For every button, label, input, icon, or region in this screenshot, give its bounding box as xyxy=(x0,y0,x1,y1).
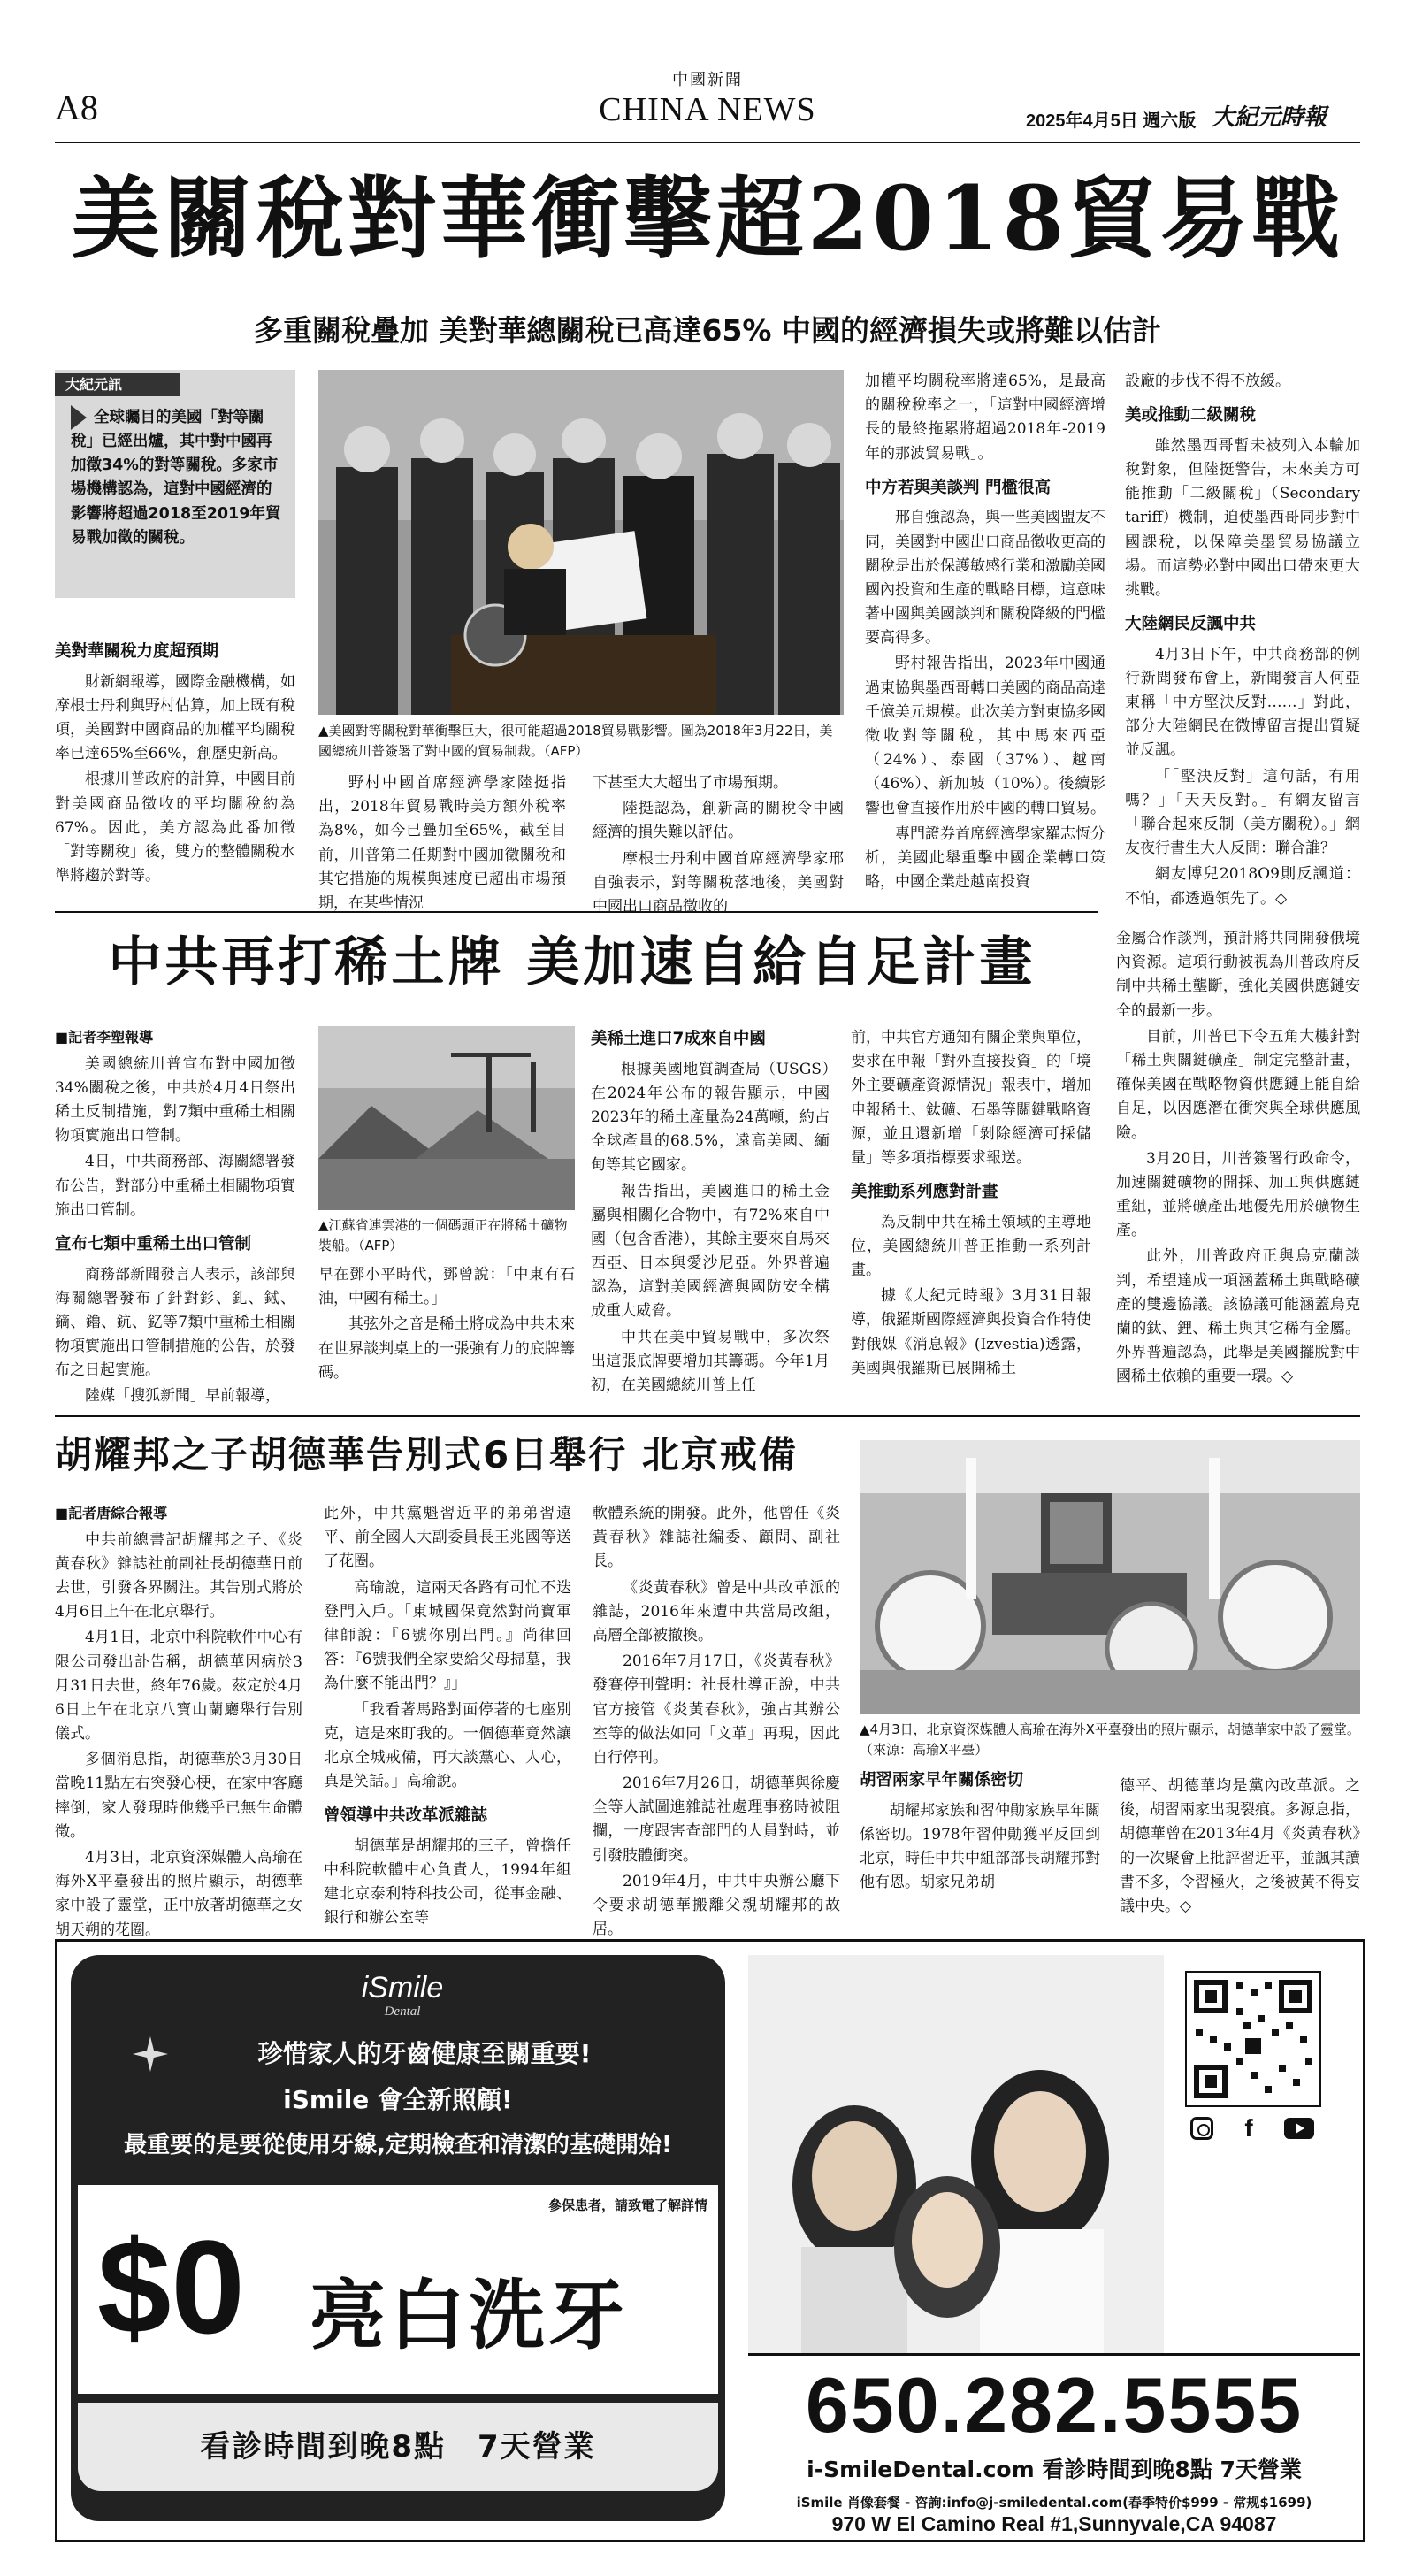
story1-column-4 xyxy=(865,370,1105,896)
facebook-icon[interactable]: f xyxy=(1244,2114,1253,2142)
paragraph: 陸挺認為，創新高的關稅令中國經濟的損失難以評估。 xyxy=(593,800,844,842)
paragraph: 此外，中共黨魁習近平的弟弟習遠平、前全國人大副委員長王兆國等送了花圈。 xyxy=(324,1505,571,1571)
story1-column-5 xyxy=(1125,370,1360,913)
issue-date: 2025年4月5日 週六版 xyxy=(1026,111,1197,131)
story3-col4-subhead: 胡習兩家早年關係密切 xyxy=(860,1771,1024,1790)
story1-column-1 xyxy=(55,630,295,890)
ad-hours-left: 看診時間到晚8點 7天營業 xyxy=(78,2403,718,2491)
offer-price: $0 xyxy=(97,2212,245,2361)
insurance-note: 參保患者，請致電了解詳情 xyxy=(547,2197,708,2213)
story2-col3-subhead: 美稀土進口7成來自中國 xyxy=(591,1030,766,1048)
trump-signing-photo xyxy=(318,370,844,715)
story1-headline: 美關稅對華衝擊超2018貿易戰 xyxy=(71,166,1344,271)
paragraph: 4月1日，北京中科院軟件中心有限公司發出訃告稱，胡德華因病於3月31日去世，終年76歲。茲定於4月6日上午在北京八寶山蘭廳舉行告別儀式。 xyxy=(55,1629,302,1744)
social-icons xyxy=(1190,2116,1314,2141)
ismile-logo: iSmile xyxy=(361,1971,444,2005)
instagram-icon[interactable] xyxy=(1190,2117,1213,2140)
paragraph: 野村中國首席經濟學家陸挺指出，2018年貿易戰時美方額外稅率為8%，如今已疊加至65%，截至目前，川普第二任期對中國加徵關稅和其它措施的規模與速度已超出市場預期，在某些情況 xyxy=(318,774,566,912)
story2-headline: 中共再打稀土牌 美加速自給自足計畫 xyxy=(108,932,1036,993)
story2-column-5 xyxy=(1116,927,1360,1392)
paragraph: 為反制中共在稀土領域的主導地位，美國總統川普正推動一系列計畫。 xyxy=(851,1213,1091,1280)
paragraph: 4月3日下午，中共商務部的例行新聞發布會上，新聞發言人何亞東稱「中方堅決反對……」對此，部分大陸網民在微博留言提出質疑並反諷。 xyxy=(1125,645,1360,760)
ad-line-3: 最重要的是要從使用牙線,定期檢查和清潔的基礎開始! xyxy=(124,2132,672,2158)
paragraph: 2016年7月26日，胡德華與徐慶全等人試圖進雜誌社處理事務時被阻攔，一度跟害查部門的人員對峙，並引發肢體衝突。 xyxy=(593,1775,840,1865)
story2-photo-caption: ▲江蘇省連雲港的一個碼頭正在將稀土礦物裝船。（AFP） xyxy=(318,1217,568,1254)
paragraph: 目前，川普已下令五角大樓針對「稀土與關鍵礦產」制定完整計畫，確保美國在戰略物資供應鏈上能自給自足，以因應潛在衝突與全球供應風險。 xyxy=(1116,1027,1360,1142)
paragraph: 報告指出，美國進口的稀土金屬與相關化合物中，有72%來自中國（包含香港），其餘主要來自馬來西亞、日本與愛沙尼亞。外界普遍認為，這對美國經濟與國防安全構成重大威脅。 xyxy=(591,1182,830,1321)
paragraph: 此外，川普政府正與烏克蘭談判，希望達成一項涵蓋稀土與戰略礦產的雙邊協議。該協議可能涵蓋烏克蘭的鈦、鋰、稀土與其它稀有金屬。外界普遍認為，此舉是美國擺脫對中國稀土依賴的重要一環。◇ xyxy=(1116,1247,1360,1386)
page-number: A8 xyxy=(55,88,98,127)
section-divider xyxy=(55,911,1098,913)
chevron-right-icon xyxy=(71,405,87,430)
paragraph: 邢自強認為，與一些美國盟友不同，美國對中國出口商品徵收更高的關稅是出於保護敏感行業和激勵美國國內投資和生產的戰略目標，這意味著中國與美國談判和關稅降級的門檻要高得多。 xyxy=(865,509,1105,648)
website-line[interactable]: i-SmileDental.com 看診時間到晚8點 7天營業 xyxy=(807,2457,1302,2482)
rare-earth-port-illustration xyxy=(318,1026,575,1210)
summary-body: 全球矚目的美國「對等關稅」已經出爐，其中對中國再加徵34%的對等關稅。多家市場機構認為，這對中國經濟的影響將超過2018至2019年貿易戰加徵的關稅。 xyxy=(71,409,281,547)
story2-column-1 xyxy=(55,1026,295,1411)
story3-column-1 xyxy=(55,1502,302,1944)
paragraph: 中共前總書記胡耀邦之子、《炎黃春秋》雜誌社前副社長胡德華日前去世，引發各界關注。其告別式將於4月6日上午在北京舉行。 xyxy=(55,1530,302,1622)
paragraph: 4月3日，北京資深媒體人高瑜在海外X平臺發出的照片顯示，胡德華家中設了靈堂，正中放著胡德華之女胡天朔的花圈。 xyxy=(55,1849,302,1939)
paragraph: 加權平均關稅率將達65%，是最高的關稅稅率之一，「這對中國經濟增長的最終拖累將超過2018年-2019年的那波貿易戰」。 xyxy=(865,372,1105,463)
paragraph: 前，中共官方通知有關企業與單位，要求在申報「對外直接投資」的「境外主要礦產資源情況」報表中，增加申報稀土、鈦礦、石墨等關鍵戰略資源，並且還新增「剝除經濟可採儲量」等多項指標要求報送。 xyxy=(851,1029,1091,1167)
story3-column-2 xyxy=(324,1502,571,1933)
ad-line-1: 珍惜家人的牙齒健康至關重要! xyxy=(257,2039,592,2068)
paragraph: 網友博兒2018O9則反諷道：不怕，都透過領先了。◇ xyxy=(1125,865,1360,908)
smiling-women-illustration xyxy=(748,1955,1164,2353)
section-divider xyxy=(55,1415,1360,1417)
qr-code-icon xyxy=(1187,1973,1319,2105)
paragraph: 下甚至大大超出了市場預期。 xyxy=(593,774,788,792)
phone-number[interactable]: 650.282.5555 xyxy=(805,2361,1304,2449)
paragraph: 設廠的步伐不得不放緩。 xyxy=(1125,372,1290,390)
trump-signing-illustration xyxy=(318,370,844,715)
story2-col4-subhead: 美推動系列應對計畫 xyxy=(851,1183,998,1202)
paragraph: 陸媒「搜狐新聞」早前報導， xyxy=(85,1387,280,1406)
section-logo xyxy=(575,67,840,129)
section-name-en: CHINA NEWS xyxy=(599,91,816,128)
story2-column-2 xyxy=(318,1263,575,1387)
rare-earth-port-photo xyxy=(318,1026,575,1210)
section-name-zh: 中國新聞 xyxy=(672,71,743,89)
paragraph: 多個消息指，胡德華於3月30日當晚11點左右突發心梗，在家中客廳摔倒，家人發現時他幾乎已無生命體徵。 xyxy=(55,1751,302,1841)
qr-code[interactable] xyxy=(1185,1971,1321,2107)
paragraph: 美國總統川普宣布對中國加徵34%關稅之後，中共於4月4日祭出稀土反制措施，對7類中重稀土相關物項實施出口管制。 xyxy=(55,1054,295,1146)
story3-byline: ■記者唐綜合報導 xyxy=(55,1505,168,1522)
paragraph: 德平、胡德華均是黨內改革派。之後，胡習兩家出現裂痕。多源息指，胡德華曾在2013年4月《炎黃春秋》的一次聚會上批評習近平，並諷其讀書不多，令習極火，之後被黃不得妄議中央。◇ xyxy=(1120,1777,1360,1915)
story3-column-4 xyxy=(860,1767,1100,1897)
story1-column-3 xyxy=(593,771,844,921)
paragraph: 根據美國地質調查局（USGS）在2024年公布的報告顯示，中國2023年的稀土產量為24萬噸，約占全球產量的68.5%，遠高美國、緬甸等其它國家。 xyxy=(591,1060,830,1175)
story1-subhead: 多重關稅疊加 美對華總關稅已高達65% 中國的經濟損失或將難以估計 xyxy=(254,313,1161,348)
story2-byline: ■記者李塑報導 xyxy=(55,1029,154,1046)
story2-col1-subhead: 宣布七類中重稀土出口管制 xyxy=(55,1234,252,1254)
ad-line-2: iSmile 會全新照顧! xyxy=(283,2085,513,2114)
paragraph: 3月20日，川普簽署行政命令，加速關鍵礦物的開採、加工與供應鏈重組，並將礦產出地優先用於礦物生產。 xyxy=(1116,1149,1360,1240)
paragraph: 「「堅決反對」這句話，有用嗎？」「天天反對。」有網友留言「聯合起來反制（美方關稅）。」網友夜行書生大人反問：聯合誰？ xyxy=(1125,767,1360,858)
story2-column-4 xyxy=(851,1026,1091,1383)
paragraph: 「我看著馬路對面停著的七座別克，這是來盯我的。一個德華竟然讓北京全城戒備，再大談黨心、人心，真是笑話。」高瑜說。 xyxy=(324,1700,571,1791)
summary-tag: 大紀元訊 xyxy=(55,373,180,396)
paragraph: 其弦外之音是稀土將成為中共未來在世界談判桌上的一張強有力的底牌籌碼。 xyxy=(318,1315,575,1382)
story1-column-2 xyxy=(318,771,566,917)
paragraph: 財新網報導，國際金融機構，如摩根士丹利與野村估算，加上既有稅項，美國對中國商品的加權平均關稅率已達65%至66%，創歷史新高。 xyxy=(55,672,295,763)
memorial-hall-illustration xyxy=(860,1440,1360,1714)
clinic-address: 970 W El Camino Real #1,Sunnyvale,CA 94087 xyxy=(831,2512,1277,2535)
ad-right-rule xyxy=(748,2353,1360,2356)
paragraph: 商務部新聞發言人表示，該部與海關總署發布了針對釤、釓、鋱、鏑、鑥、鈧、釔等7類中重稀土相關物項實施出口管制措施的公告，於發布之日起實施。 xyxy=(55,1265,295,1380)
paragraph: 4日，中共商務部、海關總署發布公告，對部分中重稀土相關物項實施出口管制。 xyxy=(55,1153,295,1219)
story3-col2-subhead: 曾領導中共改革派雜誌 xyxy=(324,1806,488,1826)
story1-col1-subhead: 美對華關稅力度超預期 xyxy=(55,642,219,661)
paragraph: 高瑜說，這兩天各路有司忙不迭登門入戶。「東城國保竟然對尚寶軍律師說：『6號你別出門。』尚律回答：『6號我們全家要給父母掃墓，我為什麼不能出門？』」 xyxy=(324,1578,571,1693)
story1-col5-subhead-1: 美或推動二級關稅 xyxy=(1125,406,1257,426)
story3-headline: 胡耀邦之子胡德華告別式6日舉行 北京戒備 xyxy=(55,1433,798,1476)
paragraph: 軟體系統的開發。此外，他曾任《炎黃春秋》雜誌社編委、顧問、副社長。 xyxy=(593,1505,840,1571)
paragraph: 根據川普政府的計算，中國目前對美國商品徵收的平均關稅約為67%。因此，美方認為此番加徵「對等關稅」後，雙方的整體關稅水準將趨於對等。 xyxy=(55,770,295,886)
paragraph: 雖然墨西哥暫未被列入本輪加稅對象，但陸挺警告，未來美方可能推動「二級關稅」（Secondary tariff）機制，迫使墨西哥同步對中國課稅，以保障美墨貿易協議立場。而這勢必對中國出口帶來更大挑戰。 xyxy=(1125,436,1360,599)
story1-col4-subhead: 中方若與美談判 門檻很高 xyxy=(865,478,1051,497)
offer-name: 亮白洗牙 xyxy=(310,2272,628,2360)
promo-line: iSmile 肖像套餐 - 咨詢:info@j-smiledental.com(春季特价$999 - 常规$1699) xyxy=(796,2495,1312,2511)
story1-photo-caption: ▲美國對等關稅對華衝擊巨大，很可能超過2018貿易戰影響。圖為2018年3月22日，美國總統川普簽署了對中國的貿易制裁。（AFP） xyxy=(318,723,833,759)
paragraph: 2016年7月17日，《炎黃春秋》發賽停刊聲明：社長杜導正說，中共官方接管《炎黃春秋》，強占其辦公室等的做法如同「文革」再現，因此自行停刊。 xyxy=(593,1652,840,1767)
paragraph: 野村報告指出，2023年中國通過東協與墨西哥轉口美國的商品高達千億美元規模。此次美方對東協多國徵收對等關稅，其中馬來西亞（24%）、泰國（37%）、越南（46%）、新加坡（10%）。後續影響也會直接作用於中國的轉口貿易。 xyxy=(865,655,1105,817)
paragraph: 金屬合作談判，預計將共同開發俄境內資源。這項行動被視為川普政府反制中共稀土壟斷，強化美國供應鏈安全的最新一步。 xyxy=(1116,930,1360,1020)
memorial-hall-photo xyxy=(860,1440,1360,1714)
story3-column-3 xyxy=(593,1502,840,1944)
paragraph: 專門證券首席經濟學家羅志恆分析，美國此舉重擊中國企業轉口策略，中國企業赴越南投資 xyxy=(865,824,1105,892)
paragraph: 《炎黃春秋》曾是中共改革派的雜誌，2016年來遭中共當局改組，高層全部被撤換。 xyxy=(593,1578,840,1644)
paragraph: 據《大紀元時報》3月31日報導，俄羅斯國際經濟與投資合作特使對俄媒《消息報》(Izvestia)透露，美國與俄羅斯已展開稀土 xyxy=(851,1287,1091,1377)
paragraph: 摩根士丹利中國首席經濟學家邢自強表示，對等關稅落地後，美國對中國出口商品徵收的 xyxy=(593,849,844,916)
header-rule xyxy=(55,142,1360,143)
youtube-icon[interactable] xyxy=(1284,2118,1314,2139)
story1-col5-subhead-2: 大陸網民反諷中共 xyxy=(1125,615,1257,634)
story3-column-5 xyxy=(1120,1775,1360,1920)
paragraph: 早在鄧小平時代，鄧曾說：「中東有石油，中國有稀土。」 xyxy=(318,1266,575,1308)
models-photo xyxy=(748,1955,1164,2353)
summary-text xyxy=(71,405,283,550)
newspaper-brand: 大紀元時報 xyxy=(1212,104,1327,131)
ismile-logo-sub: Dental xyxy=(384,2005,421,2019)
paragraph: 中共在美中貿易戰中，多次祭出這張底牌要增加其籌碼。今年1月初，在美國總統川普上任 xyxy=(591,1328,830,1395)
paragraph: 2019年4月，中共中央辦公廳下令要求胡德華搬離父親胡耀邦的故居。 xyxy=(593,1872,840,1939)
paragraph: 胡德華是胡耀邦的三子，曾擔任中科院軟體中心負責人，1994年組建北京泰利特科技公司，從事金融、銀行和辦公室等 xyxy=(324,1836,571,1928)
story3-photo-caption: ▲4月3日，北京資深媒體人高瑜在海外X平臺發出的照片顯示，胡德華家中設了靈堂。（來源：高瑜X平臺） xyxy=(860,1721,1360,1758)
story2-column-3 xyxy=(591,1026,830,1399)
paragraph: 胡耀邦家族和習仲勛家族早年關係密切。1978年習仲勛獲平反回到北京，時任中共中組部部長胡耀邦對他有恩。胡家兄弟胡 xyxy=(860,1801,1100,1892)
